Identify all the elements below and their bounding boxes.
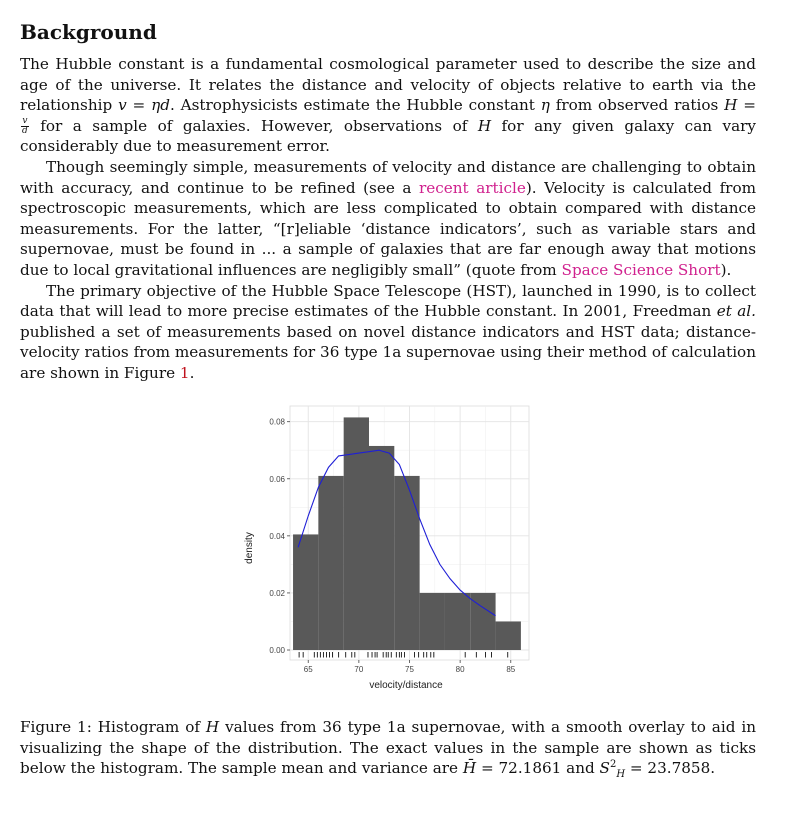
histogram-bar: [420, 593, 445, 650]
text-run: for any given galaxy can vary considerably due to measurement error.: [20, 116, 756, 156]
math-eta: η: [540, 96, 550, 115]
text-run: published a set of measurements based on novel distance indicators and HST data; distance-velocity ratios from measurements for 36 type 1a supernovae using their method of calculation are shown in Figure: [20, 322, 756, 382]
et-al-text: et al.: [716, 302, 756, 321]
math-relationship: v = ηd: [118, 96, 170, 115]
document-page: [20, 18, 756, 384]
fraction-numerator: v: [22, 116, 28, 127]
math-h: H: [205, 718, 220, 736]
x-tick-label: 75: [405, 665, 414, 674]
histogram-bar: [369, 446, 394, 650]
x-tick-label: 80: [455, 665, 465, 674]
figure-reference-link[interactable]: 1: [179, 363, 190, 382]
histogram-chart: [240, 402, 540, 692]
text-run: =: [737, 96, 756, 115]
text-run: Figure 1: Histogram of: [20, 718, 206, 736]
text-run: = 72.1861 and: [476, 759, 600, 778]
text-run: Though seemingly simple, measurements of velocity and distance are challenging to obtain with accuracy, and continue to be refined (see a: [20, 157, 756, 197]
math-mean-symbol: H̄: [462, 759, 477, 778]
histogram-bar: [394, 476, 419, 650]
y-tick-label: 0.04: [269, 531, 285, 541]
x-tick-label: 65: [303, 665, 313, 674]
figure-caption: [20, 717, 756, 779]
text-run: = 23.7858.: [625, 759, 716, 778]
paragraph-1: [20, 54, 756, 157]
math-subscript: H: [616, 769, 626, 781]
y-tick-label: 0.08: [269, 417, 285, 427]
text-run: The Hubble constant is a fundamental cosmological parameter used to describe the size and age of the universe. It relates the distance and velocity of objects relative to earth via the relationship: [20, 55, 756, 115]
space-science-short-link[interactable]: Space Science Short: [561, 260, 721, 279]
y-tick-label: 0.02: [269, 588, 285, 598]
recent-article-link[interactable]: recent article: [419, 178, 526, 197]
histogram-bar: [445, 593, 470, 650]
section-heading: Background: [20, 20, 157, 44]
histogram-bar: [318, 476, 343, 650]
text-run: ).: [720, 260, 732, 279]
y-tick-label: 0.00: [269, 646, 285, 656]
text-run: values from 36 type 1a supernovae, with a smooth overlay to aid in visualizing the shape of the distribution. The exact values in the sample are shown as ticks below the histogram. The sample mean and variance are: [20, 718, 756, 778]
text-run: for a sample of galaxies. However, observations of: [29, 116, 478, 135]
math-fraction: [21, 117, 29, 136]
fraction-denominator: d: [22, 126, 28, 137]
math-h: H: [724, 96, 738, 115]
paragraph-3: [20, 281, 756, 384]
figure-1: [240, 402, 540, 692]
x-tick-label: 85: [506, 665, 516, 674]
text-run: .: [189, 363, 195, 382]
y-tick-label: 0.06: [269, 474, 285, 484]
math-h: H: [477, 116, 492, 135]
y-axis-label: density: [244, 532, 255, 564]
paragraph-2: [20, 157, 756, 281]
x-axis-label: velocity/distance: [369, 680, 443, 691]
histogram-bar: [293, 534, 318, 650]
text-run: . Astrophysicists estimate the Hubble constant: [169, 96, 541, 115]
text-run: ). Velocity is calculated from spectroscopic measurements, which are less complicated to obtain compared with distance measurements. For the latter, “[r]eliable ‘distance indicators’, such as variable stars and supernovae, must be found in ... a sample of galaxies that are far enough away that motions due to local gravitational influences are negligibly small” (quote from: [20, 178, 756, 279]
math-superscript: 2: [609, 759, 617, 771]
math-variance-symbol: S: [599, 759, 610, 778]
text-run: The primary objective of the Hubble Space Telescope (HST), launched in 1990, is to collect data that will lead to more precise estimates of the Hubble constant. In 2001, Freedman: [20, 281, 756, 321]
text-run: from observed ratios: [549, 96, 725, 115]
x-tick-label: 70: [354, 665, 364, 674]
histogram-bar: [496, 621, 521, 650]
